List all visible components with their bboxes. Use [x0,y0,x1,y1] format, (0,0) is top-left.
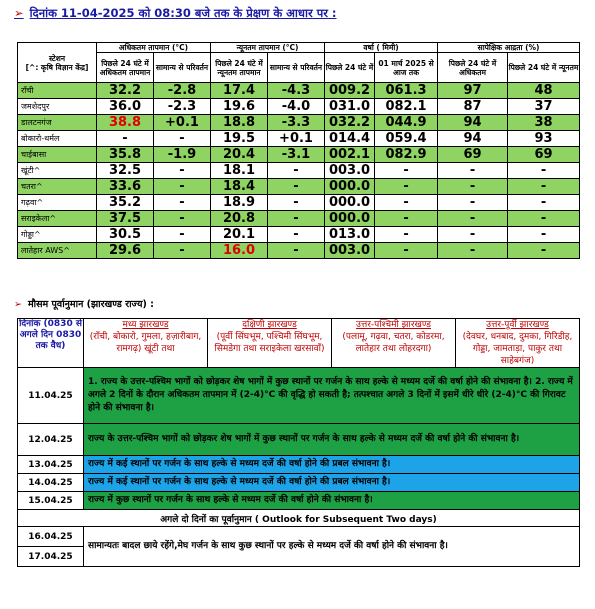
cell-rcum: - [375,179,438,195]
station-row [18,211,580,227]
cell-dmin: +0.1 [268,131,325,147]
forecast-date: 15.04.25 [18,492,84,510]
forecast-row [18,474,580,492]
observation-table [17,42,580,259]
cell-rhmax: - [438,227,508,243]
cell-tmax: 35.8 [97,147,154,163]
cell-dmax: -2.8 [154,83,211,99]
forecast-row [18,368,580,424]
cell-station: लातेहार AWS^ [18,243,97,259]
region-northeast: उत्तर-पूर्वी झारखण्ड (देवघर, धनबाद, दुमका, गिरिडीह, गोड्डा, जामताड़ा, पाकुर तथा साहेबगंज) [456,319,580,368]
station-row [18,131,580,147]
cell-tmax: 33.6 [97,179,154,195]
cell-r24: 014.4 [325,131,375,147]
cell-rcum: 082.1 [375,99,438,115]
cell-dmin: -4.3 [268,83,325,99]
forecast-header [14,297,154,310]
cell-dmax: - [154,243,211,259]
region-south: दक्षिणी झारखण्ड (पूर्वी सिंघभूम, पश्चिमी सिंघभूम, सिमडेगा तथा सराइकेला खरसावाँ) [208,319,332,368]
cell-rcum: - [375,163,438,179]
forecast-date: 13.04.25 [18,456,84,474]
observation-header [14,6,337,21]
cell-rhmin: - [508,243,580,259]
cell-station: सराइकेला^ [18,211,97,227]
cell-r24: 013.0 [325,227,375,243]
outlook-date: 16.04.25 [18,527,84,547]
cell-rhmin: - [508,195,580,211]
cell-rcum: 044.9 [375,115,438,131]
cell-tmax: 32.2 [97,83,154,99]
forecast-row [18,424,580,456]
station-header: स्टेशन [^: कृषि विज्ञान केंद्र] [18,43,97,83]
station-row [18,115,580,131]
forecast-text: राज्य में कुछ स्थानों पर गर्जन के साथ हल्के से मध्यम दर्जे की वर्षा होने की संभावना है। [84,492,580,510]
forecast-title: मौसम पूर्वानुमान (झारखण्ड राज्य) : [27,299,154,310]
min-temp-header: न्यूनतम तापमान (°C) [211,43,325,53]
cell-r24: 000.0 [325,195,375,211]
cell-rhmin: 37 [508,99,580,115]
sub-header: पिछले 24 घंटे में [325,53,375,83]
station-row [18,227,580,243]
date-header: दिनांक (0830 से अगले दिन 0830 तक वैध) [18,319,84,368]
cell-dmax: - [154,211,211,227]
cell-tmax: 30.5 [97,227,154,243]
cell-rhmin: - [508,211,580,227]
cell-dmax: - [154,163,211,179]
sub-header: सामान्य से परिवर्तन [268,53,325,83]
region-northwest: उत्तर-पश्चिमी झारखण्ड (पलामू, गढ़वा, चतरा, कोडरमा, लातेहार तथा लोहरदगा) [332,319,456,368]
cell-dmax: - [154,131,211,147]
cell-tmax: 29.6 [97,243,154,259]
cell-station: बोकारो-थर्मल [18,131,97,147]
cell-rhmin: - [508,179,580,195]
forecast-table [17,318,580,567]
cell-station: खूंटी^ [18,163,97,179]
cell-rhmax: 94 [438,115,508,131]
cell-tmin: 18.4 [211,179,268,195]
forecast-text: 1. राज्य के उत्तर-पश्चिम भागों को छोड़कर शेष भागों में कुछ स्थानों पर गर्जन के साथ हल्के से मध्यम दर्जे की वर्षा होने की संभावना है। 2. राज्य में अगले 2 दिनों के दौरान अधिकतम तापमान में (2-4)°C की वृद्धि हो सकती है; तत्पश्चात अगले 3 दिनों में इसमें धीरे धीरे (2-4)°C की गिरावट होने की संभावना है। [84,368,580,424]
cell-tmax: 36.0 [97,99,154,115]
cell-tmin: 17.4 [211,83,268,99]
cell-dmax: +0.1 [154,115,211,131]
cell-r24: 003.0 [325,163,375,179]
station-row [18,147,580,163]
cell-rcum: 061.3 [375,83,438,99]
cell-dmax: -1.9 [154,147,211,163]
cell-station: डालटनगंज [18,115,97,131]
cell-tmin: 20.1 [211,227,268,243]
sub-header: पिछले 24 घंटे में अधिकतम तापमान [97,53,154,83]
cell-r24: 032.2 [325,115,375,131]
sub-header: पिछले 24 घंटे में न्यूनतम तापमान [211,53,268,83]
arrow-icon: ➢ [14,6,24,20]
observation-title: दिनांक 11-04-2025 को 08:30 बजे तक के प्रेक्षण के आधार पर : [29,6,337,20]
cell-tmin: 20.8 [211,211,268,227]
cell-rcum: - [375,243,438,259]
cell-rhmax: - [438,163,508,179]
cell-rcum: - [375,211,438,227]
rain-header: वर्षा ( मिमी) [325,43,438,53]
cell-rhmax: 94 [438,131,508,147]
arrow-icon: ➢ [14,299,22,310]
cell-dmin: -3.3 [268,115,325,131]
cell-dmin: - [268,195,325,211]
cell-station: चतरा^ [18,179,97,195]
max-temp-header: अधिकतम तापमान (°C) [97,43,211,53]
cell-rhmax: - [438,243,508,259]
cell-tmin: 18.1 [211,163,268,179]
outlook-title: अगले दो दिनों का पूर्वानुमान ( Outlook for Subsequent Two days) [18,510,580,527]
cell-station: राँची [18,83,97,99]
forecast-date: 11.04.25 [18,368,84,424]
cell-rhmin: 38 [508,115,580,131]
cell-tmin: 19.5 [211,131,268,147]
cell-rhmax: - [438,179,508,195]
cell-dmin: - [268,227,325,243]
sub-header: 01 मार्च 2025 से आज तक [375,53,438,83]
forecast-text: राज्य में कई स्थानों पर गर्जन के साथ हल्के से मध्यम दर्जे की वर्षा होने की प्रबल संभावना है। [84,474,580,492]
cell-rhmin: - [508,163,580,179]
cell-dmin: -3.1 [268,147,325,163]
cell-tmin: 18.8 [211,115,268,131]
cell-dmax: -2.3 [154,99,211,115]
rh-header: सापेक्षिक आद्रता (%) [438,43,580,53]
station-row [18,179,580,195]
cell-rhmin: - [508,227,580,243]
cell-tmax: - [97,131,154,147]
forecast-text: राज्य में कई स्थानों पर गर्जन के साथ हल्के से मध्यम दर्जे की वर्षा होने की प्रबल संभावना है। [84,456,580,474]
cell-tmax: 38.8 [97,115,154,131]
cell-r24: 000.0 [325,211,375,227]
station-row [18,243,580,259]
station-row [18,195,580,211]
forecast-date: 14.04.25 [18,474,84,492]
sub-header: सामान्य से परिवर्तन [154,53,211,83]
cell-rhmin: 69 [508,147,580,163]
cell-dmin: - [268,179,325,195]
cell-rcum: 082.9 [375,147,438,163]
cell-station: जमशेदपुर [18,99,97,115]
cell-tmax: 32.5 [97,163,154,179]
cell-dmin: - [268,211,325,227]
cell-station: गोड्डा^ [18,227,97,243]
sub-header: पिछले 24 घंटे में अधिकतम [438,53,508,83]
cell-dmax: - [154,179,211,195]
outlook-text: सामान्यतः बादल छाये रहेंगे,मेघ गर्जन के साथ कुछ स्थानों पर हल्के से मध्यम दर्जे की वर्षा होने की संभावना है। [84,527,580,567]
cell-dmin: - [268,243,325,259]
cell-rhmin: 93 [508,131,580,147]
cell-rhmax: - [438,195,508,211]
cell-r24: 031.0 [325,99,375,115]
cell-tmin: 18.9 [211,195,268,211]
cell-rhmin: 48 [508,83,580,99]
station-row [18,163,580,179]
forecast-row [18,456,580,474]
cell-dmax: - [154,195,211,211]
region-central: मध्य झारखण्ड (राँची, बोकारो, गुमला, हज़ारीबाग, रामगढ़) खूंटी तथा [84,319,208,368]
cell-r24: 003.0 [325,243,375,259]
cell-tmin: 20.4 [211,147,268,163]
cell-tmin: 19.6 [211,99,268,115]
sub-header: पिछले 24 घंटे में न्यूनतम [508,53,580,83]
cell-tmax: 35.2 [97,195,154,211]
cell-rhmax: 69 [438,147,508,163]
cell-rcum: - [375,195,438,211]
outlook-date: 17.04.25 [18,547,84,567]
forecast-text: राज्य के उत्तर-पश्चिम भागों को छोड़कर शेष भागों में कुछ स्थानों पर गर्जन के साथ हल्के से मध्यम दर्जे की वर्षा होने की संभावना है। [84,424,580,456]
station-row [18,99,580,115]
cell-station: गढ़वा^ [18,195,97,211]
forecast-row [18,492,580,510]
cell-r24: 000.0 [325,179,375,195]
station-row [18,83,580,99]
cell-rhmax: 97 [438,83,508,99]
cell-rcum: - [375,227,438,243]
cell-station: चाईबासा [18,147,97,163]
cell-tmax: 37.5 [97,211,154,227]
cell-rhmax: - [438,211,508,227]
forecast-date: 12.04.25 [18,424,84,456]
cell-r24: 009.2 [325,83,375,99]
cell-rcum: 059.4 [375,131,438,147]
cell-r24: 002.1 [325,147,375,163]
cell-rhmax: 87 [438,99,508,115]
cell-tmin: 16.0 [211,243,268,259]
cell-dmin: - [268,163,325,179]
cell-dmax: - [154,227,211,243]
cell-dmin: -4.0 [268,99,325,115]
